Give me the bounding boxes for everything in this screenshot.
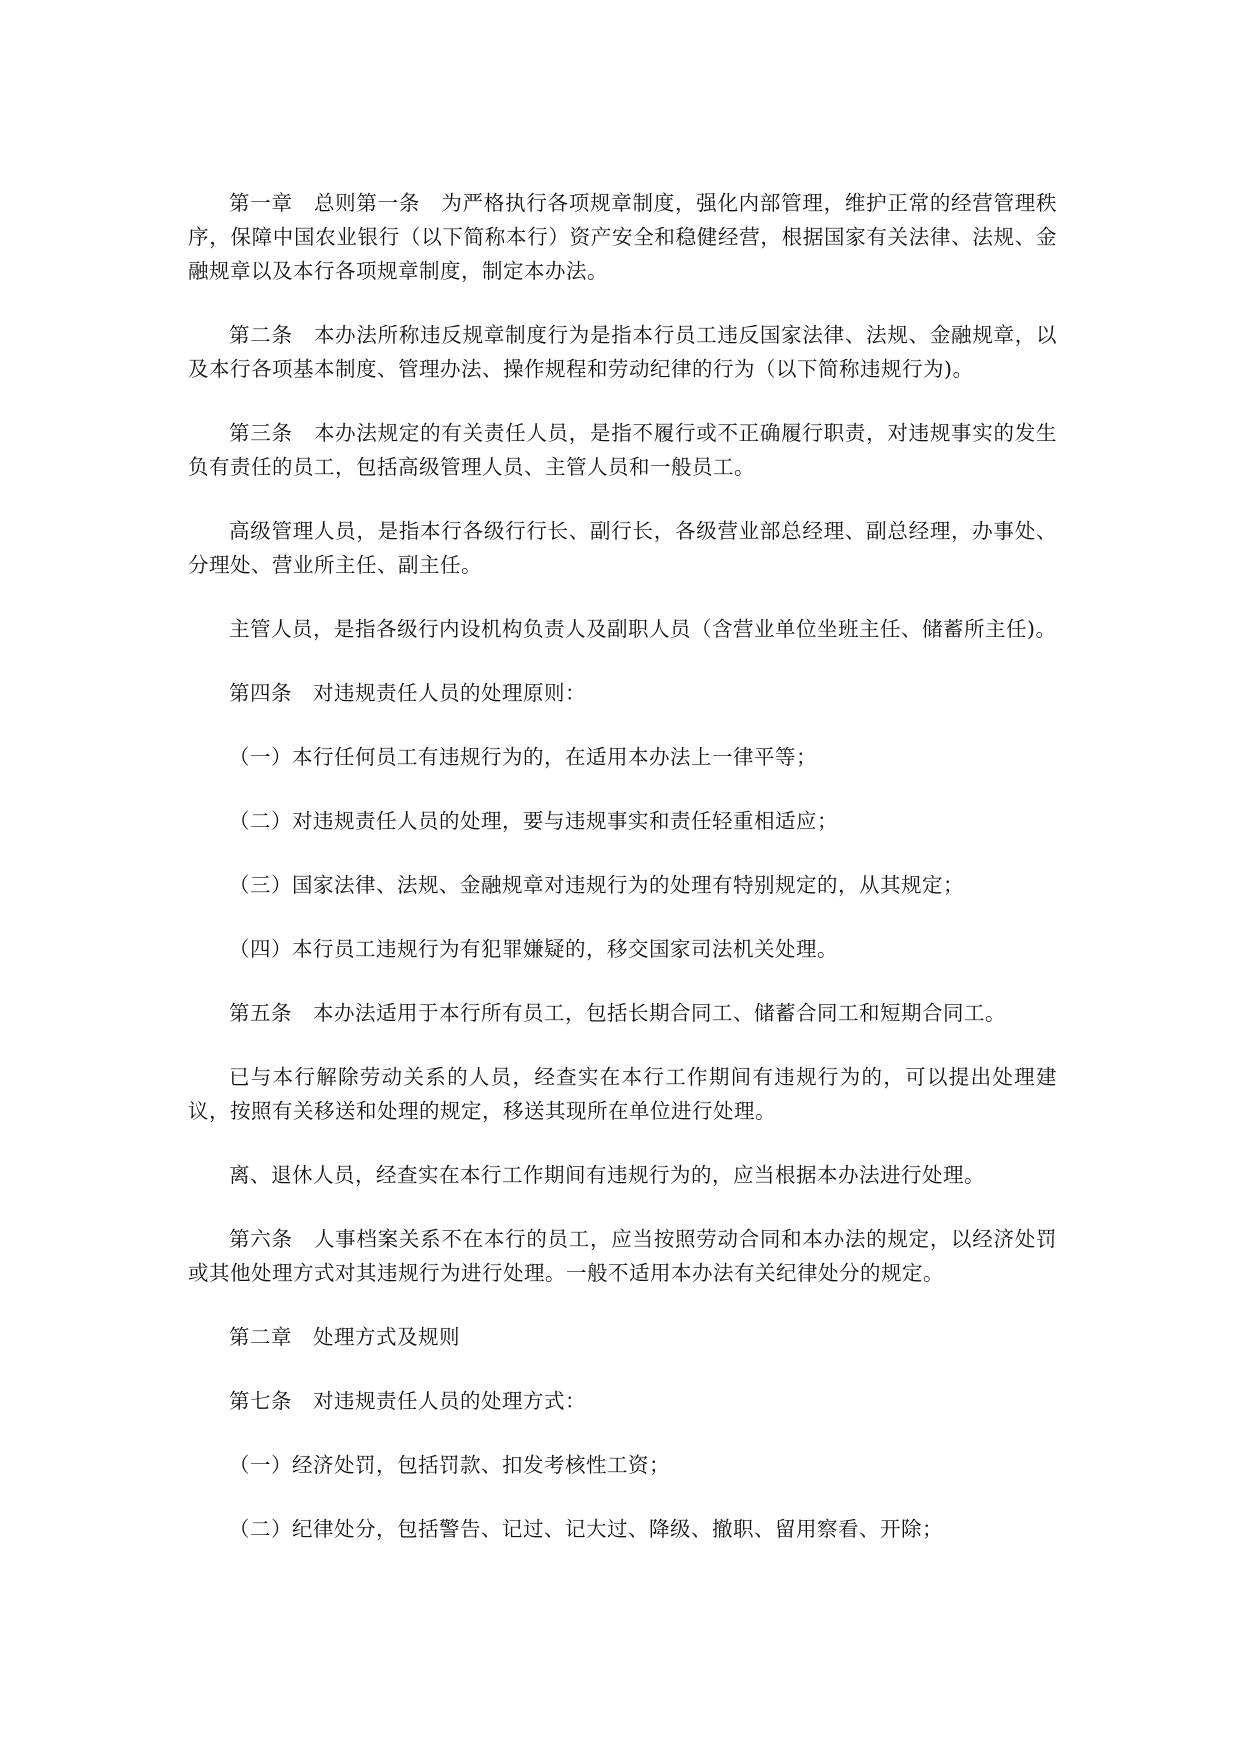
paragraph-supervisor-definition: 主管人员，是指各级行内设机构负责人及副职人员（含营业单位坐班主任、储蓄所主任)。 bbox=[229, 617, 1057, 641]
paragraph-method-1: （一）经济处罚，包括罚款、扣发考核性工资； bbox=[229, 1453, 670, 1477]
paragraph-principle-3: （三）国家法律、法规、金融规章对违规行为的处理有特别规定的，从其规定； bbox=[229, 873, 964, 897]
paragraph-retired-staff: 离、退休人员，经查实在本行工作期间有违规行为的，应当根据本办法进行处理。 bbox=[229, 1163, 985, 1187]
paragraph-method-2: （二）纪律处分，包括警告、记过、记大过、降级、撤职、留用察看、开除； bbox=[229, 1517, 943, 1541]
paragraph-principle-2: （二）对违规责任人员的处理，要与违规事实和责任轻重相适应； bbox=[229, 809, 838, 833]
paragraph-article-3: 第三条 本办法规定的有关责任人员，是指不履行或不正确履行职责，对违规事实的发生负有责任的员工，包括高级管理人员、主管人员和一般员工。 bbox=[188, 421, 1057, 479]
paragraph-senior-management-definition: 高级管理人员，是指本行各级行行长、副行长，各级营业部总经理、副总经理，办事处、分理处、营业所主任、副主任。 bbox=[188, 519, 1057, 577]
paragraph-chapter-2-heading: 第二章 处理方式及规则 bbox=[229, 1325, 460, 1349]
paragraph-terminated-staff: 已与本行解除劳动关系的人员，经查实在本行工作期间有违规行为的，可以提出处理建议，按照有关移送和处理的规定，移送其现所在单位进行处理。 bbox=[188, 1065, 1057, 1123]
paragraph-article-4: 第四条 对违规责任人员的处理原则： bbox=[229, 681, 586, 705]
paragraph-principle-1: （一）本行任何员工有违规行为的，在适用本办法上一律平等； bbox=[229, 745, 817, 769]
paragraph-article-2: 第二条 本办法所称违反规章制度行为是指本行员工违反国家法律、法规、金融规章，以及本行各项基本制度、管理办法、操作规程和劳动纪律的行为（以下简称违规行为)。 bbox=[188, 323, 1057, 381]
paragraph-article-5: 第五条 本办法适用于本行所有员工，包括长期合同工、储蓄合同工和短期合同工。 bbox=[229, 1001, 1006, 1025]
paragraph-chapter-1-article-1: 第一章 总则第一条 为严格执行各项规章制度，强化内部管理，维护正常的经营管理秩序，保障中国农业银行（以下简称本行）资产安全和稳健经营，根据国家有关法律、法规、金融规章以及本行各项规章制度，制定本办法。 bbox=[188, 191, 1057, 283]
paragraph-article-7: 第七条 对违规责任人员的处理方式： bbox=[229, 1389, 586, 1413]
paragraph-principle-4: （四）本行员工违规行为有犯罪嫌疑的，移交国家司法机关处理。 bbox=[229, 937, 838, 961]
paragraph-article-6: 第六条 人事档案关系不在本行的员工，应当按照劳动合同和本办法的规定，以经济处罚或其他处理方式对其违规行为进行处理。一般不适用本办法有关纪律处分的规定。 bbox=[188, 1227, 1057, 1285]
